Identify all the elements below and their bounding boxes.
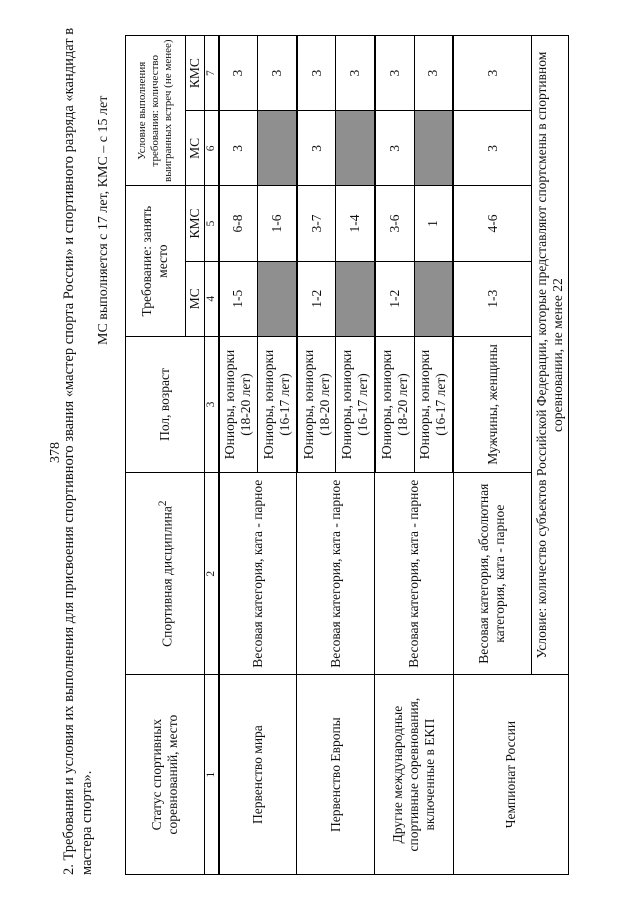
place-kms-cell: 3-6 (375, 186, 414, 261)
sex-age-cell: Юниоры, юниорки (16-17 лет) (414, 336, 453, 472)
place-kms-cell: 1-4 (336, 186, 375, 261)
col-num-6: 6 (205, 111, 219, 186)
header-place-requirement: Требование: занять место (126, 186, 186, 336)
sex-age-cell: Юниоры, юниорки (16-17 лет) (336, 336, 375, 472)
table-row (219, 36, 258, 875)
wins-ms-cell: 3 (297, 111, 336, 186)
place-ms-cell-shaded (258, 261, 297, 336)
wins-ms-cell-shaded (258, 111, 297, 186)
table-row (297, 36, 336, 875)
wins-kms-cell: 3 (336, 36, 375, 111)
header-status: Статус спортивных соревнований, место (126, 675, 205, 875)
wins-kms-cell: 3 (297, 36, 336, 111)
sex-age-cell: Юниоры, юниорки (18-20 лет) (297, 336, 336, 472)
wins-kms-cell: 3 (375, 36, 414, 111)
header-kms-place: КМС (185, 186, 205, 261)
age-note: МС выполняется с 17 лет, КМС – с 15 лет (96, 95, 111, 345)
wins-kms-cell: 3 (453, 36, 531, 111)
place-kms-cell: 1-6 (258, 186, 297, 261)
header-discipline (126, 473, 205, 675)
wins-ms-cell: 3 (219, 111, 258, 186)
status-cell: Другие международные спортивные соревнования, включенные в ЕКП (375, 675, 453, 875)
column-number-row (205, 36, 219, 875)
header-wins-requirement: Условие выполнения требования: количество выигранных встреч (не менее) (126, 36, 186, 186)
header-sex-age: Пол, возраст (126, 336, 205, 472)
col-num-5: 5 (205, 186, 219, 261)
wins-ms-cell: 3 (453, 111, 531, 186)
footnote-mark: 2 (156, 500, 169, 507)
place-kms-cell: 6-8 (219, 186, 258, 261)
col-num-7: 7 (205, 36, 219, 111)
discipline-cell: Весовая категория, ката - парное (219, 473, 297, 675)
wins-ms-cell: 3 (375, 111, 414, 186)
condition-text: Условие: количество субъектов Российской Федерации, которые представляют спортсмены в спортивном соревновании, не менее 22 (531, 36, 568, 675)
col-num-3: 3 (205, 336, 219, 472)
header-ms-wins: МС (185, 111, 205, 186)
status-cell: Первенство мира (219, 675, 297, 875)
wins-ms-cell-shaded (414, 111, 453, 186)
sex-age-cell: Юниоры, юниорки (16-17 лет) (258, 336, 297, 472)
table-row (453, 36, 531, 875)
status-cell: Чемпионат России (453, 675, 568, 875)
page-number: 378 (48, 442, 63, 463)
sex-age-cell: Мужчины, женщины (453, 336, 531, 472)
discipline-cell: Весовая категория, ката - парное (375, 473, 453, 675)
discipline-cell: Весовая категория, ката - парное (297, 473, 375, 675)
place-kms-cell: 4-6 (453, 186, 531, 261)
wins-kms-cell: 3 (258, 36, 297, 111)
place-kms-cell: 3-7 (297, 186, 336, 261)
place-kms-cell: 1 (414, 186, 453, 261)
wins-kms-cell: 3 (219, 36, 258, 111)
place-ms-cell: 1-3 (453, 261, 531, 336)
header-kms-wins: КМС (185, 36, 205, 111)
requirements-table (125, 35, 569, 875)
sex-age-cell: Юниоры, юниорки (18-20 лет) (375, 336, 414, 472)
section-title: 2. Требования и условия их выполнения для присвоения спортивного звания «мастер спорта России» и спортивного разряда «кандидат в мастера спорта». (61, 27, 95, 875)
col-num-1: 1 (205, 675, 219, 875)
place-ms-cell: 1-2 (297, 261, 336, 336)
col-num-4: 4 (205, 261, 219, 336)
table-row (375, 36, 414, 875)
header-discipline-text: Спортивная дисциплина (159, 506, 175, 647)
col-num-2: 2 (205, 473, 219, 675)
sex-age-cell: Юниоры, юниорки (18-20 лет) (219, 336, 258, 472)
place-ms-cell: 1-2 (375, 261, 414, 336)
place-ms-cell: 1-5 (219, 261, 258, 336)
discipline-cell: Весовая категория, абсолютная категория, ката - парное (453, 473, 531, 675)
header-ms-place: МС (185, 261, 205, 336)
header-row (126, 36, 186, 875)
place-ms-cell-shaded (336, 261, 375, 336)
status-cell: Первенство Европы (297, 675, 375, 875)
wins-ms-cell-shaded (336, 111, 375, 186)
place-ms-cell-shaded (414, 261, 453, 336)
wins-kms-cell: 3 (414, 36, 453, 111)
